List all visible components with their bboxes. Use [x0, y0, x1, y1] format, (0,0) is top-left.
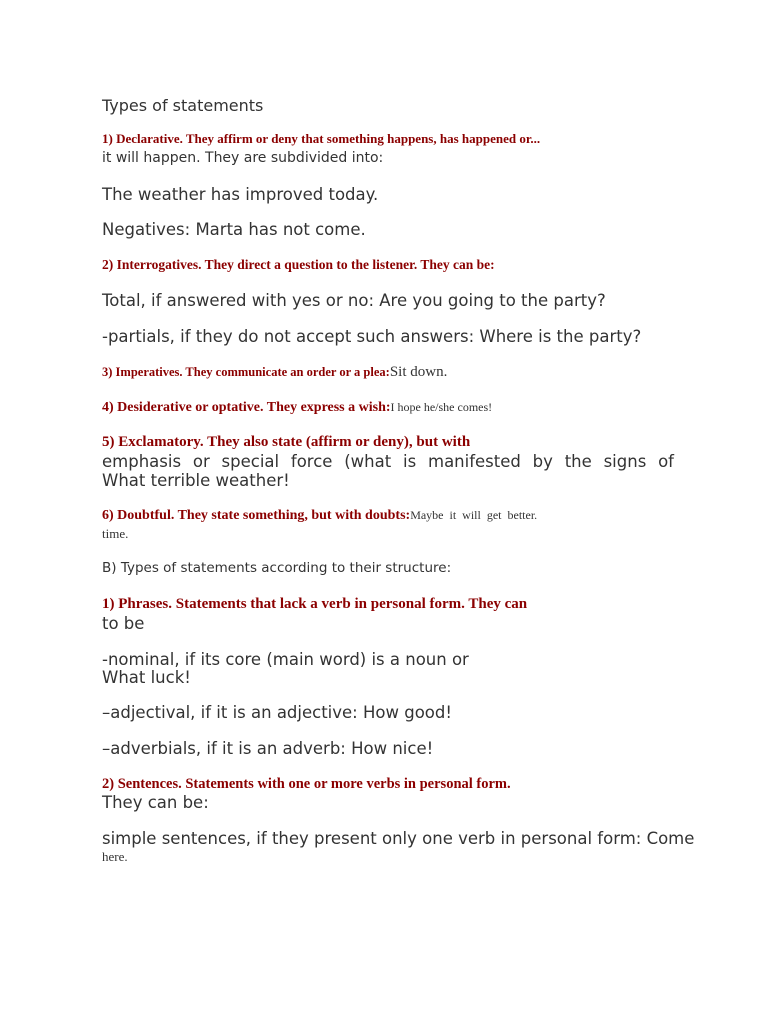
partial-questions-line: -partials, if they do not accept such answers: Where is the party?	[102, 327, 642, 346]
desiderative-heading: 4) Desiderative or optative. They express a wish:	[102, 400, 391, 415]
sentences-heading: 2) Sentences. Statements with one or more verbs in personal form.	[102, 776, 511, 792]
declarative-continuation: it will happen. They are subdivided into:	[102, 150, 384, 166]
negatives-example: Negatives: Marta has not come.	[102, 220, 366, 239]
nominal-line: -nominal, if its core (main word) is a noun or	[102, 650, 469, 669]
adverbials-line: –adverbials, if it is an adverb: How nice!	[102, 739, 434, 758]
sentences-continuation: They can be:	[102, 793, 209, 812]
doubtful-line	[102, 506, 537, 524]
doubtful-example: Maybe it will get better.	[410, 508, 538, 522]
page-title: Types of statements	[102, 96, 264, 115]
simple-sentences-end: here.	[102, 849, 128, 864]
exclamatory-heading: 5) Exclamatory. They also state (affirm or deny), but with	[102, 434, 471, 450]
nominal-example: What luck!	[102, 668, 191, 687]
imperatives-heading: 3) Imperatives. They communicate an order or a plea:	[102, 365, 390, 379]
phrases-heading: 1) Phrases. Statements that lack a verb in personal form. They can	[102, 596, 528, 612]
declarative-heading: 1) Declarative. They affirm or deny that something happens, has happened or...	[102, 131, 541, 146]
exclamatory-line-1: emphasis or special force (what is manifested by the signs of	[102, 452, 674, 471]
exclamatory-example: What terrible weather!	[102, 471, 290, 490]
interrogatives-heading: 2) Interrogatives. They direct a question to the listener. They can be:	[102, 257, 495, 272]
phrases-continuation: to be	[102, 614, 145, 633]
desiderative-line	[102, 398, 492, 416]
simple-sentences-line: simple sentences, if they present only one verb in personal form: Come	[102, 829, 695, 848]
doubtful-continuation: time.	[102, 526, 129, 541]
total-questions-line: Total, if answered with yes or no: Are you going to the party?	[102, 291, 606, 310]
imperatives-line	[102, 363, 447, 381]
imperatives-example: Sit down.	[389, 364, 448, 380]
structure-heading: B) Types of statements according to their structure:	[102, 560, 452, 576]
desiderative-example: I hope he/she comes!	[390, 400, 493, 414]
doubtful-heading: 6) Doubtful. They state something, but with doubts:	[102, 508, 411, 523]
declarative-example: The weather has improved today.	[102, 185, 379, 204]
adjectival-line: –adjectival, if it is an adjective: How good!	[102, 703, 452, 722]
